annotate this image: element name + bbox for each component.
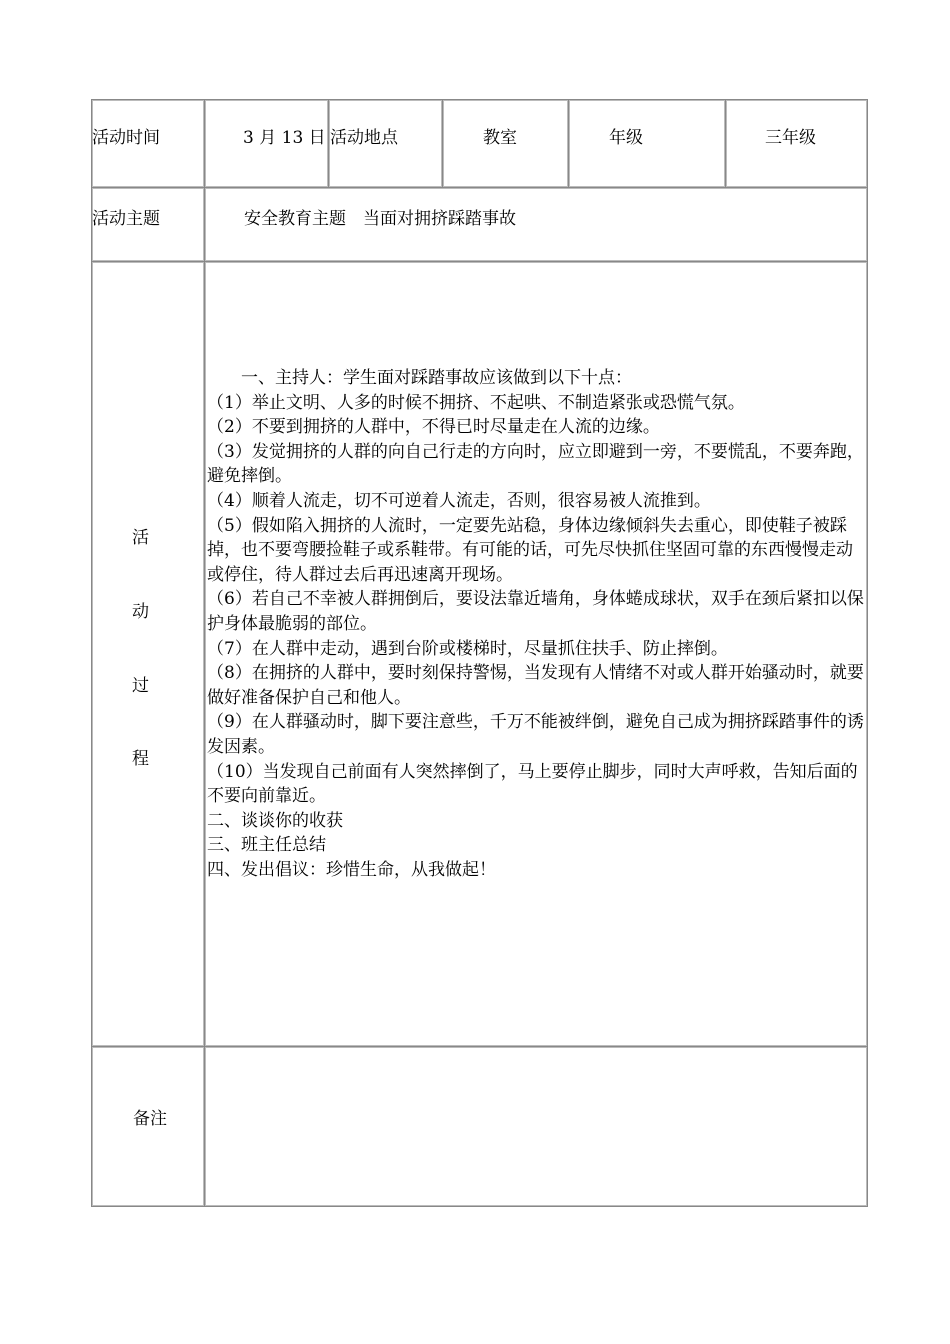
remarks-label: 备注 <box>133 1109 167 1129</box>
process-line: （3）发觉拥挤的人群的向自己行走的方向时，应立即避到一旁，不要慌乱，不要奔跑，避免摔倒。 <box>207 441 864 487</box>
process-line: （2）不要到拥挤的人群中，不得已时尽量走在人流的边缘。 <box>207 417 660 438</box>
process-label-char-2: 动 <box>132 602 149 622</box>
process-line: （1）举止文明、人多的时候不拥挤、不起哄、不制造紧张或恐慌气氛。 <box>207 392 745 413</box>
process-line: （5）假如陷入拥挤的人流时，一定要先站稳，身体边缘倾斜失去重心，即使鞋子被踩掉，也不要弯腰捡鞋子或系鞋带。有可能的话，可先尽快抓住坚固可靠的东西慢慢走动或停住，待人群过去后再迅速离开现场。 <box>207 515 853 585</box>
process-line: （7）在人群中走动，遇到台阶或楼梯时，尽量抓住扶手、防止摔倒。 <box>207 638 728 659</box>
process-label-char-1: 活 <box>132 528 149 548</box>
process-line: 一、主持人：学生面对踩踏事故应该做到以下十点： <box>207 368 632 388</box>
grade-label: 年级 <box>609 128 643 148</box>
process-line: （4）顺着人流走，切不可逆着人流走，否则，很容易被人流推到。 <box>207 490 711 511</box>
process-content <box>207 366 867 882</box>
process-line: （9）在人群骚动时，脚下要注意些，千万不能被绊倒，避免自己成为拥挤踩踏事件的诱发因素。 <box>207 712 864 757</box>
process-label-cell <box>91 261 205 1047</box>
process-line: 二、谈谈你的收获 <box>207 810 343 831</box>
remarks-value-cell <box>204 1046 868 1207</box>
process-label-char-4: 程 <box>132 749 149 769</box>
grade-label-cell <box>568 99 726 188</box>
process-line: （6）若自己不幸被人群拥倒后，要设法靠近墙角，身体蜷成球状，双手在颈后紧扣以保护身体最脆弱的部位。 <box>207 589 864 634</box>
place-value: 教室 <box>483 128 517 148</box>
time-label: 活动时间 <box>92 128 160 148</box>
process-line: （10）当发现自己前面有人突然摔倒了，马上要停止脚步，同时大声呼救，告知后面的不要向前靠近。 <box>207 761 858 807</box>
time-value: 3 月 13 日 <box>243 128 326 148</box>
grade-value: 三年级 <box>765 128 816 148</box>
process-line: 四、发出倡议：珍惜生命，从我做起！ <box>207 859 496 880</box>
process-label-char-3: 过 <box>132 676 149 696</box>
theme-value: 安全教育主题 当面对拥挤踩踏事故 <box>244 209 516 229</box>
place-label: 活动地点 <box>330 128 398 148</box>
process-line: 三、班主任总结 <box>207 835 326 856</box>
process-line: （8）在拥挤的人群中，要时刻保持警惕，当发现有人情绪不对或人群开始骚动时，就要做好准备保护自己和他人。 <box>207 663 864 708</box>
theme-label: 活动主题 <box>92 209 160 229</box>
